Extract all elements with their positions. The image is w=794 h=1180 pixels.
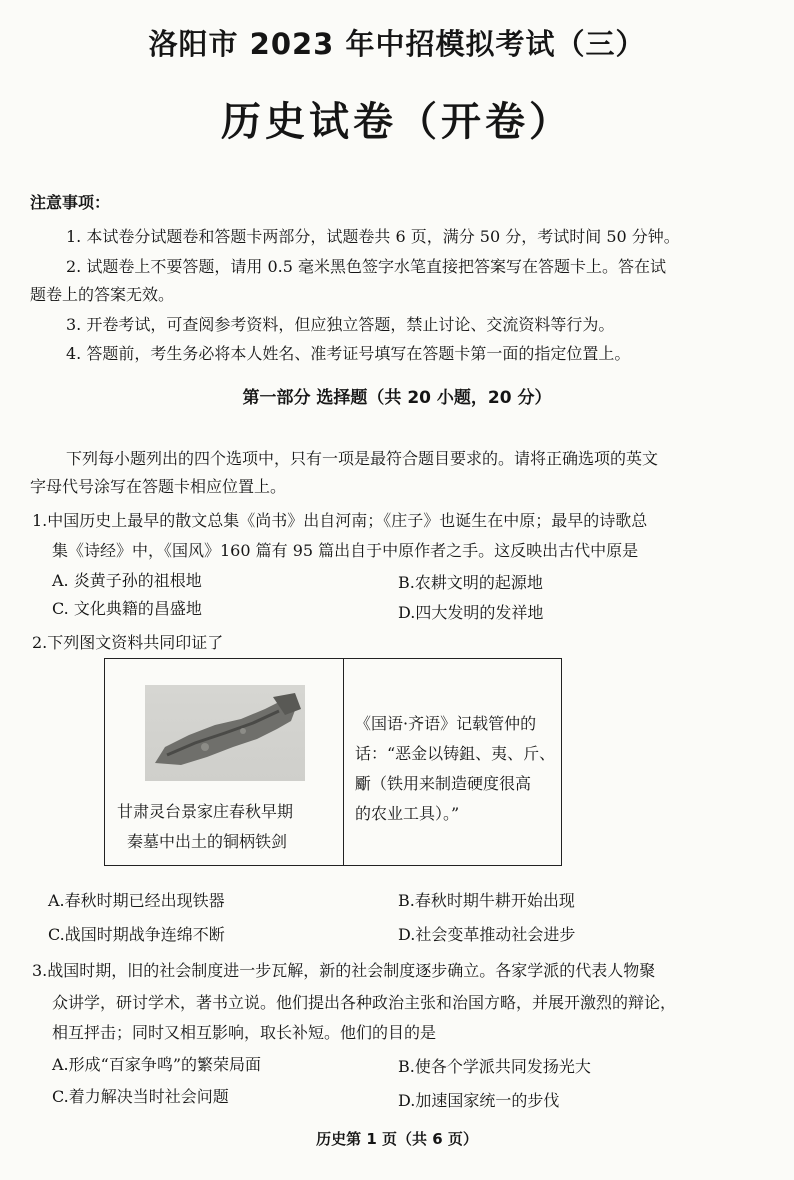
quote-text-3: 斸（铁用来制造硬度很高 [355, 774, 532, 793]
q1-stem-cont: 集《诗经》中，《国风》160 篇有 95 篇出自于中原作者之手。这反映出古代中原是 [52, 541, 639, 560]
q2-option-c: C.战国时期战争连绵不断 [48, 925, 225, 944]
note-item-2-cont: 题卷上的答案无效。 [30, 285, 175, 304]
q3-option-c: C.着力解决当时社会问题 [52, 1087, 229, 1106]
exam-title: 洛阳市 2023 年中招模拟考试（三） [148, 27, 646, 61]
figure-caption-cont: 秦墓中出土的铜柄铁剑 [127, 832, 288, 851]
q1-option-a: A. 炎黄子孙的祖根地 [52, 571, 202, 590]
part1-heading: 第一部分 选择题（共 20 小题，20 分） [242, 388, 552, 408]
figure-caption: 甘肃灵台景家庄春秋早期 [117, 802, 294, 821]
q1-stem: 1.中国历史上最早的散文总集《尚书》出自河南；《庄子》也诞生在中原；最早的诗歌总 [32, 511, 648, 530]
q2-option-b: B.春秋时期牛耕开始出现 [398, 891, 575, 910]
q3-option-d: D.加速国家统一的步伐 [398, 1091, 560, 1110]
q2-option-a: A.春秋时期已经出现铁器 [48, 891, 225, 910]
q3-option-a: A.形成“百家争鸣”的繁荣局面 [52, 1055, 262, 1074]
q2-stem: 2.下列图文资料共同印证了 [32, 633, 224, 652]
quote-text-1: 《国语·齐语》记载管仲的 [355, 714, 537, 733]
notes-heading: 注意事项： [30, 193, 111, 212]
q2-figure-table [104, 658, 562, 866]
exam-subtitle: 历史试卷（开卷） [221, 99, 573, 145]
note-item-2: 2. 试题卷上不要答题，请用 0.5 毫米黑色签字水笔直接把答案写在答题卡上。答在试 [66, 257, 666, 276]
q1-option-b: B.农耕文明的起源地 [398, 573, 543, 592]
q3-stem: 3.战国时期，旧的社会制度进一步瓦解，新的社会制度逐步确立。各家学派的代表人物聚 [32, 961, 656, 980]
q2-option-d: D.社会变革推动社会进步 [398, 925, 576, 944]
q1-option-d: D.四大发明的发祥地 [398, 603, 544, 622]
part1-instruction: 下列每小题列出的四个选项中，只有一项是最符合题目要求的。请将正确选项的英文 [66, 449, 659, 468]
note-item-4: 4. 答题前，考生务必将本人姓名、准考证号填写在答题卡第一面的指定位置上。 [66, 344, 631, 363]
q3-stem-cont: 众讲学，研讨学术，著书立说。他们提出各种政治主张和治国方略，并展开激烈的辩论， [52, 993, 677, 1012]
sword-icon [145, 685, 305, 781]
note-item-1: 1. 本试卷分试题卷和答题卡两部分，试题卷共 6 页，满分 50 分，考试时间 50 分钟。 [66, 227, 680, 246]
quote-text-2: 话：“恶金以铸鉏、夷、斤、 [355, 744, 556, 763]
q3-option-b: B.使各个学派共同发扬光大 [398, 1057, 591, 1076]
part1-instruction-cont: 字母代号涂写在答题卡相应位置上。 [30, 477, 287, 496]
page-footer: 历史第 1 页（共 6 页） [316, 1130, 478, 1148]
q3-stem-cont-2: 相互抨击；同时又相互影响，取长补短。他们的目的是 [52, 1023, 437, 1042]
bronze-handled-iron-sword-image [145, 685, 305, 781]
note-item-3: 3. 开卷考试，可查阅参考资料，但应独立答题，禁止讨论、交流资料等行为。 [66, 315, 615, 334]
q1-option-c: C. 文化典籍的昌盛地 [52, 599, 202, 618]
quote-text-4: 的农业工具）。” [355, 804, 460, 823]
figure-divider [343, 659, 344, 865]
